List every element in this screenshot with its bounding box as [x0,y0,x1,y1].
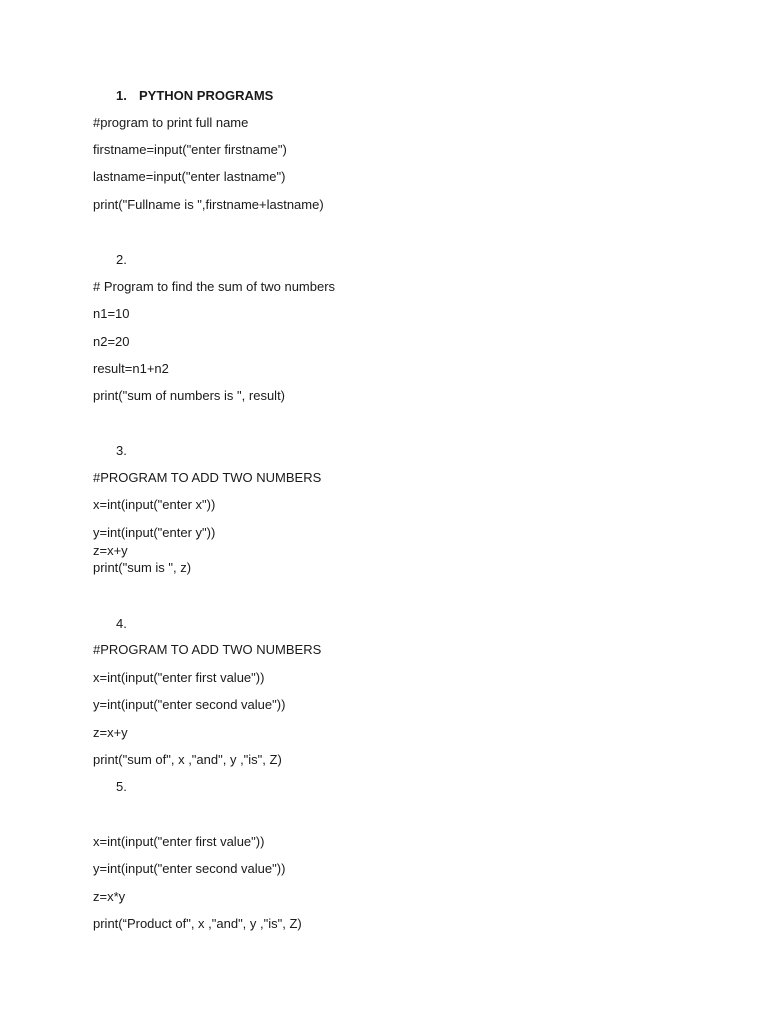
code-line: x=int(input("enter x")) [93,497,216,512]
code-line: print("sum of", x ,"and", y ,"is", Z) [93,752,282,767]
code-line: n2=20 [93,334,130,349]
section-number: 5. [116,779,127,794]
code-line: lastname=input("enter lastname") [93,169,286,184]
code-line: y=int(input("enter y")) [93,525,216,540]
heading-number: 1. [116,88,127,103]
code-line: result=n1+n2 [93,361,169,376]
code-line: print("Fullname is ",firstname+lastname) [93,197,324,212]
code-line: #PROGRAM TO ADD TWO NUMBERS [93,470,322,485]
code-line: z=x+y [93,725,128,740]
code-line: y=int(input("enter second value")) [93,697,286,712]
section-number: 3. [116,443,127,458]
code-line: print("sum is ", z) [93,560,192,575]
code-line: n1=10 [93,306,130,321]
section-number: 4. [116,616,127,631]
code-line: y=int(input("enter second value")) [93,861,286,876]
page-title: PYTHON PROGRAMS [139,88,274,103]
section-number: 2. [116,252,127,267]
code-line: x=int(input("enter first value")) [93,834,265,849]
code-line: z=x*y [93,889,126,904]
code-line: # Program to find the sum of two numbers [93,279,336,294]
code-line: #program to print full name [93,115,249,130]
code-line: print(“Product of", x ,"and", y ,"is", Z) [93,916,302,931]
code-line: x=int(input("enter first value")) [93,670,265,685]
code-line: #PROGRAM TO ADD TWO NUMBERS [93,642,322,657]
code-line: z=x+y [93,543,128,558]
code-line: print("sum of numbers is ", result) [93,388,286,403]
code-line: firstname=input("enter firstname") [93,142,287,157]
